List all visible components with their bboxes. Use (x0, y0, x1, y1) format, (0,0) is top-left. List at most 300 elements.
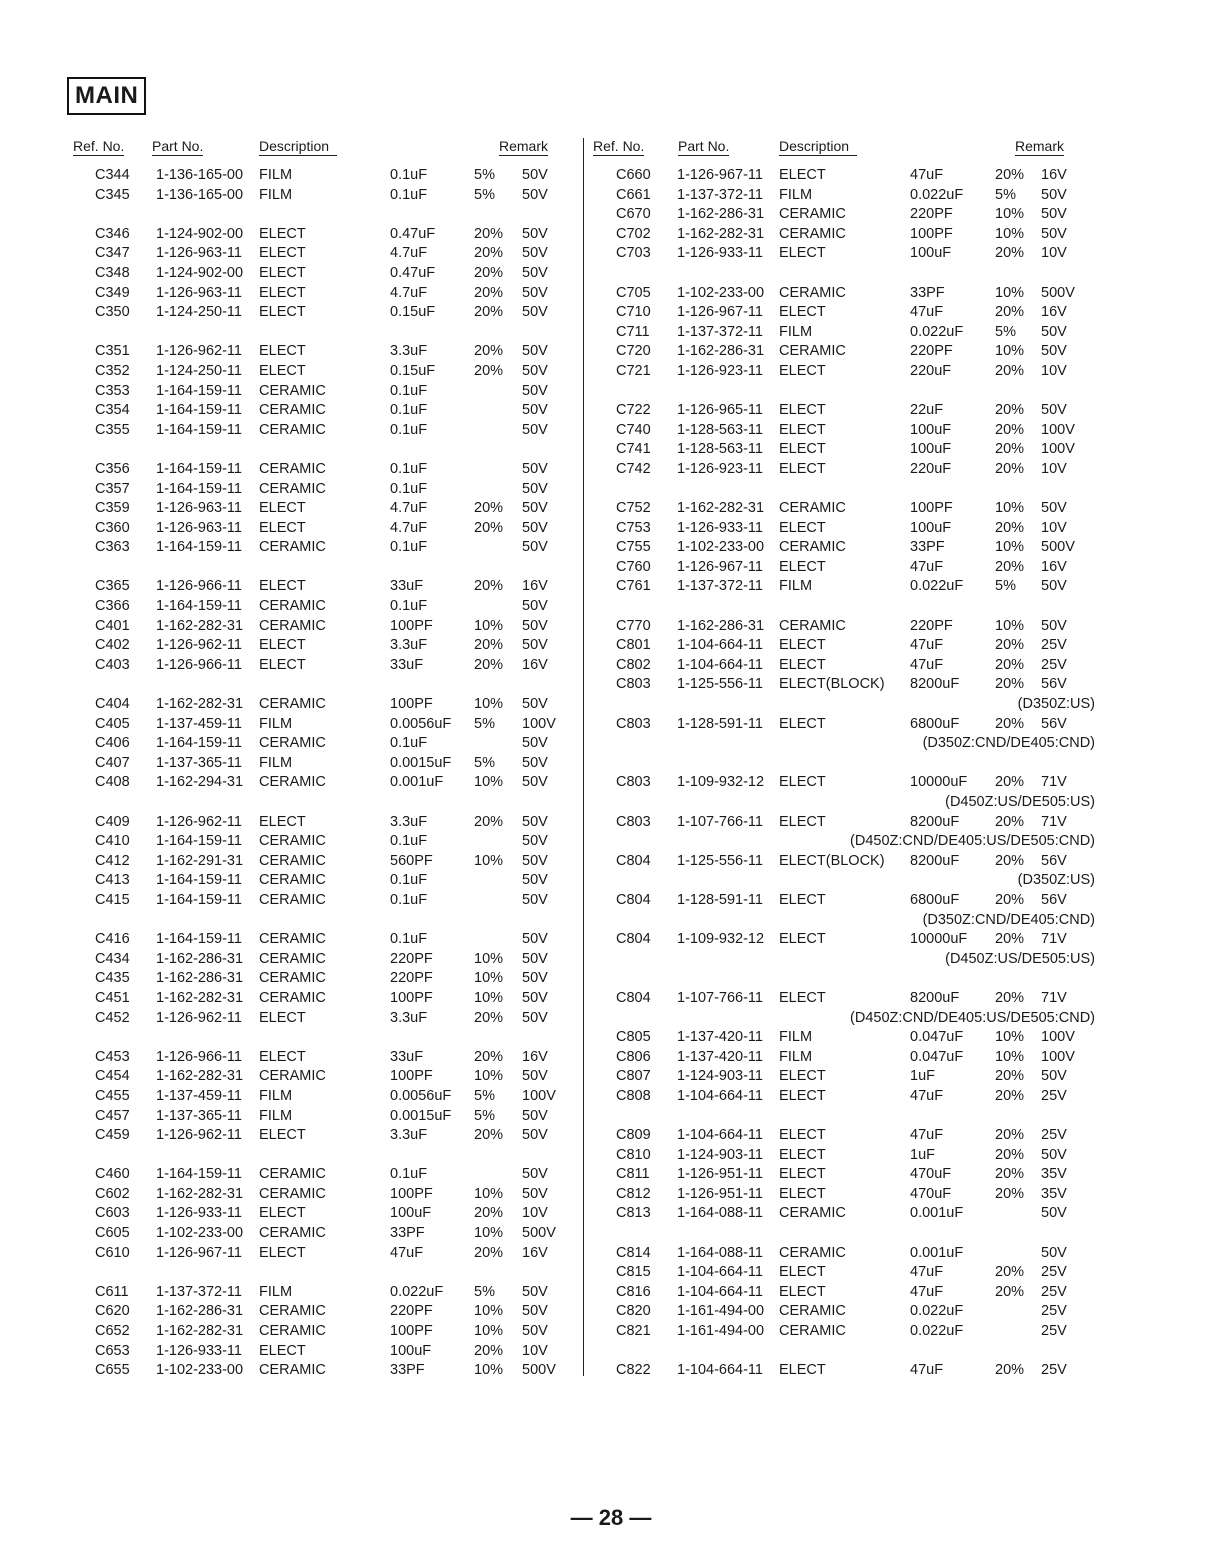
part-no: 1-126-962-11 (156, 343, 242, 360)
voltage: 500V (522, 1225, 556, 1242)
tolerance: 20% (995, 1068, 1025, 1085)
tolerance: 20% (995, 931, 1025, 948)
description: CERAMIC (259, 1166, 326, 1183)
part-row (590, 226, 1095, 246)
voltage: 50V (522, 460, 548, 477)
ref-no: C603 (95, 1205, 130, 1222)
value: 0.1uF (390, 186, 428, 203)
part-no: 1-128-591-11 (677, 715, 763, 732)
description: ELECT (259, 1009, 306, 1026)
description: FILM (259, 167, 293, 183)
part-no: 1-162-282-31 (156, 1323, 244, 1340)
description: ELECT (779, 1127, 826, 1144)
description: ELECT (259, 813, 306, 830)
description: CERAMIC (779, 206, 846, 223)
value: 100PF (390, 1068, 433, 1085)
tolerance: 10% (474, 852, 504, 869)
part-no: 1-162-286-31 (156, 950, 244, 967)
ref-no: C454 (95, 1068, 130, 1085)
value: 220PF (910, 206, 953, 223)
ref-no: C752 (616, 500, 651, 517)
voltage: 10V (522, 1342, 548, 1359)
value: 0.47uF (390, 264, 436, 281)
ref-no: C742 (616, 460, 651, 477)
part-no: 1-162-291-31 (156, 852, 244, 869)
value: 100PF (390, 989, 433, 1006)
ref-no: C806 (616, 1048, 651, 1065)
value: 33uF (390, 1048, 424, 1065)
voltage: 16V (522, 578, 548, 595)
description: ELECT (779, 989, 826, 1006)
value: 47uF (910, 637, 944, 654)
value: 0.047uF (910, 1029, 964, 1046)
part-row (590, 1303, 1095, 1323)
voltage: 71V (1041, 813, 1067, 830)
voltage: 50V (1041, 1146, 1067, 1163)
part-no: 1-102-233-00 (156, 1362, 244, 1379)
part-no: 1-104-664-11 (677, 656, 763, 673)
tolerance: 20% (995, 1087, 1025, 1104)
row-spacer (590, 970, 1095, 990)
ref-no: C409 (95, 813, 130, 830)
description: FILM (259, 1087, 293, 1104)
voltage: 10V (522, 1205, 548, 1222)
description: ELECT (779, 774, 826, 791)
voltage: 56V (1041, 891, 1067, 908)
voltage: 16V (1041, 304, 1067, 321)
ref-no: C435 (95, 970, 130, 987)
value: 0.1uF (390, 167, 428, 183)
parts-column-left (70, 138, 560, 1382)
part-row (70, 1225, 560, 1245)
description: ELECT(BLOCK) (779, 676, 885, 693)
part-no: 1-137-372-11 (677, 186, 763, 203)
voltage: 10V (1041, 362, 1067, 379)
part-no: 1-164-159-11 (156, 480, 242, 497)
ref-no: C453 (95, 1048, 130, 1065)
voltage: 50V (1041, 500, 1067, 517)
part-no: 1-126-962-11 (156, 1009, 242, 1026)
value: 100uF (910, 245, 952, 262)
voltage: 50V (522, 1068, 548, 1085)
ref-no: C803 (616, 715, 651, 732)
ref-no: C451 (95, 989, 130, 1006)
part-row (70, 618, 560, 638)
part-row (70, 1323, 560, 1343)
tolerance: 20% (995, 1127, 1025, 1144)
value: 0.1uF (390, 891, 428, 908)
remark-note: (D350Z:US) (1017, 872, 1095, 889)
part-no: 1-162-282-31 (156, 1185, 244, 1202)
voltage: 50V (522, 245, 548, 262)
ref-no: C348 (95, 264, 130, 281)
part-no: 1-164-088-11 (677, 1205, 763, 1222)
part-no: 1-124-902-00 (156, 264, 244, 281)
part-no: 1-137-420-11 (677, 1048, 763, 1065)
value: 0.1uF (390, 402, 428, 419)
voltage: 100V (1041, 441, 1075, 458)
description: CERAMIC (779, 1205, 846, 1222)
description: ELECT (779, 637, 826, 654)
part-no: 1-126-962-11 (156, 1127, 242, 1144)
part-no: 1-136-165-00 (156, 167, 244, 183)
ref-no: C812 (616, 1185, 651, 1202)
voltage: 50V (522, 970, 548, 987)
tolerance: 20% (995, 774, 1025, 791)
value: 100PF (390, 1323, 433, 1340)
value: 47uF (910, 1283, 944, 1300)
part-no: 1-104-664-11 (677, 1362, 763, 1379)
voltage: 16V (522, 656, 548, 673)
ref-no: C363 (95, 539, 130, 556)
ref-no: C703 (616, 245, 651, 262)
part-row (70, 481, 560, 501)
part-row (70, 735, 560, 755)
ref-no: C402 (95, 637, 130, 654)
tolerance: 20% (474, 1009, 504, 1026)
voltage: 50V (522, 480, 548, 497)
ref-no: C820 (616, 1303, 651, 1320)
tolerance: 5% (474, 1087, 495, 1104)
value: 0.001uF (910, 1244, 964, 1261)
value: 47uF (910, 1264, 944, 1281)
voltage: 50V (522, 1009, 548, 1026)
part-row (590, 1166, 1095, 1186)
voltage: 50V (522, 637, 548, 654)
part-no: 1-107-766-11 (677, 989, 763, 1006)
ref-no: C354 (95, 402, 130, 419)
tolerance: 10% (474, 696, 504, 713)
tolerance: 20% (474, 304, 504, 321)
part-row (590, 343, 1095, 363)
description: ELECT (779, 167, 826, 183)
part-row (590, 716, 1095, 736)
value: 6800uF (910, 715, 960, 732)
ref-no: C802 (616, 656, 651, 673)
value: 100uF (910, 441, 952, 458)
ref-no: C345 (95, 186, 130, 203)
value: 100PF (390, 617, 433, 634)
value: 10000uF (910, 931, 968, 948)
ref-no: C803 (616, 774, 651, 791)
part-row (590, 500, 1095, 520)
part-row (70, 657, 560, 677)
part-row (70, 970, 560, 990)
value: 0.47uF (390, 225, 436, 242)
row-spacer (70, 1147, 560, 1167)
part-no: 1-164-159-11 (156, 872, 242, 889)
tolerance: 20% (995, 989, 1025, 1006)
value: 0.1uF (390, 931, 428, 948)
voltage: 50V (522, 167, 548, 183)
tolerance: 5% (474, 754, 495, 771)
value: 4.7uF (390, 284, 428, 301)
value: 47uF (910, 1087, 944, 1104)
part-no: 1-126-951-11 (677, 1166, 763, 1183)
row-spacer (590, 598, 1095, 618)
tolerance: 20% (474, 578, 504, 595)
description: ELECT (259, 304, 306, 321)
value: 0.001uF (390, 774, 444, 791)
part-no: 1-126-923-11 (677, 460, 763, 477)
tolerance: 5% (995, 323, 1016, 340)
ref-no: C344 (95, 167, 130, 183)
column-divider (583, 138, 584, 1376)
part-no: 1-162-286-31 (156, 970, 244, 987)
part-row (70, 461, 560, 481)
voltage: 25V (1041, 1127, 1067, 1144)
description: ELECT (259, 578, 306, 595)
part-no: 1-162-282-31 (156, 696, 244, 713)
header-remark: Remark (1015, 138, 1065, 154)
part-row (590, 774, 1095, 794)
value: 47uF (910, 167, 944, 183)
tolerance: 20% (474, 813, 504, 830)
description: CERAMIC (259, 872, 326, 889)
voltage: 71V (1041, 774, 1067, 791)
part-row (590, 285, 1095, 305)
row-spacer (70, 676, 560, 696)
value: 33uF (390, 656, 424, 673)
ref-no: C610 (95, 1244, 130, 1261)
value: 100PF (910, 500, 953, 517)
part-no: 1-162-282-31 (156, 1068, 244, 1085)
ref-no: C761 (616, 578, 651, 595)
tolerance: 20% (995, 1166, 1025, 1183)
tolerance: 20% (474, 656, 504, 673)
ref-no: C720 (616, 343, 651, 360)
tolerance: 20% (995, 1283, 1025, 1300)
description: ELECT (779, 656, 826, 673)
part-row (590, 814, 1095, 834)
part-no: 1-162-286-31 (677, 617, 765, 634)
ref-no: C814 (616, 1244, 651, 1261)
description: CERAMIC (259, 617, 326, 634)
header-part-no: Part No. (152, 138, 204, 154)
part-row (590, 1147, 1095, 1167)
part-no: 1-126-966-11 (156, 578, 242, 595)
description: CERAMIC (779, 284, 846, 301)
voltage: 50V (522, 696, 548, 713)
value: 0.1uF (390, 833, 428, 850)
part-no: 1-125-556-11 (677, 852, 763, 869)
description: ELECT (259, 1244, 306, 1261)
description: CERAMIC (259, 460, 326, 477)
part-no: 1-126-933-11 (677, 245, 763, 262)
part-no: 1-137-372-11 (156, 1283, 242, 1300)
value: 0.1uF (390, 421, 428, 438)
part-row (590, 1049, 1095, 1069)
tolerance: 10% (474, 1323, 504, 1340)
remark-note: (D350Z:CND/DE405:CND) (922, 911, 1095, 928)
part-no: 1-162-282-31 (156, 617, 244, 634)
value: 100uF (910, 519, 952, 536)
ref-no: C408 (95, 774, 130, 791)
part-row (590, 1205, 1095, 1225)
part-no: 1-164-159-11 (156, 931, 242, 948)
header-ref-no: Ref. No. (73, 138, 125, 154)
description: ELECT (779, 519, 826, 536)
part-row (590, 402, 1095, 422)
part-no: 1-137-459-11 (156, 1087, 242, 1104)
value: 0.0015uF (390, 754, 452, 771)
description: CERAMIC (259, 1303, 326, 1320)
ref-no: C602 (95, 1185, 130, 1202)
ref-no: C660 (616, 167, 651, 183)
value: 100PF (910, 225, 953, 242)
tolerance: 20% (995, 421, 1025, 438)
header-description: Description (779, 138, 857, 156)
description: CERAMIC (259, 931, 326, 948)
ref-no: C611 (95, 1283, 129, 1300)
part-row (590, 931, 1095, 951)
part-no: 1-126-963-11 (156, 245, 242, 262)
part-no: 1-126-967-11 (677, 304, 763, 321)
value: 0.1uF (390, 1166, 428, 1183)
part-row (590, 187, 1095, 207)
voltage: 50V (522, 617, 548, 634)
header-description: Description (259, 138, 337, 156)
voltage: 50V (522, 598, 548, 615)
voltage: 50V (522, 950, 548, 967)
part-no: 1-126-962-11 (156, 637, 242, 654)
part-no: 1-124-250-11 (156, 362, 242, 379)
remark-note: (D450Z:CND/DE405:US/DE505:CND) (850, 833, 1095, 850)
ref-no: C760 (616, 558, 651, 575)
description: ELECT (259, 343, 306, 360)
tolerance: 20% (995, 245, 1025, 262)
part-no: 1-124-903-11 (677, 1146, 763, 1163)
value: 0.047uF (910, 1048, 964, 1065)
value: 220PF (910, 617, 953, 634)
value: 100uF (390, 1342, 432, 1359)
part-row (590, 167, 1095, 187)
page-number: — 28 — (570, 1505, 652, 1530)
value: 100uF (910, 421, 952, 438)
part-no: 1-164-088-11 (677, 1244, 763, 1261)
part-row (70, 363, 560, 383)
voltage: 50V (522, 1283, 548, 1300)
value: 100uF (390, 1205, 432, 1222)
value: 4.7uF (390, 500, 428, 517)
part-row (590, 539, 1095, 559)
ref-no: C412 (95, 852, 130, 869)
part-row (590, 1284, 1095, 1304)
value: 47uF (910, 304, 944, 321)
part-no: 1-104-664-11 (677, 637, 763, 654)
description: ELECT (259, 656, 306, 673)
part-no: 1-126-967-11 (677, 558, 763, 575)
ref-no: C801 (616, 637, 651, 654)
voltage: 100V (1041, 1048, 1075, 1065)
remark-note-row (590, 833, 1095, 853)
part-row (590, 520, 1095, 540)
part-row (70, 265, 560, 285)
ref-no: C365 (95, 578, 130, 595)
value: 220PF (910, 343, 953, 360)
voltage: 25V (1041, 656, 1067, 673)
voltage: 50V (1041, 323, 1067, 340)
value: 220PF (390, 950, 433, 967)
ref-no: C805 (616, 1029, 651, 1046)
tolerance: 10% (995, 225, 1025, 242)
description: FILM (259, 186, 293, 203)
remark-note: (D350Z:CND/DE405:CND) (922, 735, 1095, 752)
part-no: 1-162-282-31 (156, 989, 244, 1006)
voltage: 50V (1041, 1205, 1067, 1222)
part-no: 1-128-591-11 (677, 891, 763, 908)
voltage: 50V (522, 382, 548, 399)
ref-no: C460 (95, 1166, 130, 1183)
ref-no: C710 (616, 304, 651, 321)
tolerance: 10% (474, 970, 504, 987)
part-row (590, 618, 1095, 638)
tolerance: 20% (474, 1244, 504, 1261)
part-row (70, 833, 560, 853)
ref-no: C740 (616, 421, 651, 438)
voltage: 500V (1041, 284, 1075, 301)
voltage: 50V (522, 402, 548, 419)
part-row (590, 892, 1095, 912)
part-no: 1-137-459-11 (156, 715, 242, 732)
value: 47uF (910, 558, 944, 575)
voltage: 35V (1041, 1185, 1067, 1202)
ref-no: C770 (616, 617, 651, 634)
ref-no: C457 (95, 1107, 130, 1124)
part-row (70, 716, 560, 736)
tolerance: 20% (995, 1264, 1025, 1281)
value: 100PF (390, 1185, 433, 1202)
value: 47uF (390, 1244, 424, 1261)
tolerance: 20% (995, 852, 1025, 869)
remark-note: (D450Z:CND/DE405:US/DE505:CND) (850, 1009, 1095, 1026)
part-row (590, 1088, 1095, 1108)
ref-no: C804 (616, 891, 651, 908)
tolerance: 20% (474, 519, 504, 536)
description: ELECT (259, 284, 306, 301)
voltage: 50V (522, 1303, 548, 1320)
row-spacer (70, 206, 560, 226)
voltage: 56V (1041, 676, 1067, 693)
description: CERAMIC (779, 1244, 846, 1261)
part-no: 1-126-963-11 (156, 500, 242, 517)
tolerance: 20% (995, 460, 1025, 477)
tolerance: 20% (995, 519, 1025, 536)
description: FILM (779, 1029, 813, 1046)
tolerance: 20% (474, 225, 504, 242)
ref-no: C620 (95, 1303, 130, 1320)
part-no: 1-164-159-11 (156, 1166, 242, 1183)
part-no: 1-126-965-11 (677, 402, 763, 419)
part-row (70, 1010, 560, 1030)
part-row (70, 226, 560, 246)
part-row (590, 853, 1095, 873)
part-row (590, 1186, 1095, 1206)
header-remark: Remark (499, 138, 549, 154)
ref-no: C711 (616, 323, 650, 340)
column-header (70, 138, 560, 162)
tolerance: 10% (995, 500, 1025, 517)
part-row (590, 1245, 1095, 1265)
tolerance: 20% (995, 558, 1025, 575)
ref-no: C350 (95, 304, 130, 321)
value: 0.1uF (390, 382, 428, 399)
row-spacer (70, 1029, 560, 1049)
tolerance: 5% (995, 578, 1016, 595)
tolerance: 20% (474, 264, 504, 281)
part-no: 1-126-963-11 (156, 519, 242, 536)
description: CERAMIC (259, 833, 326, 850)
